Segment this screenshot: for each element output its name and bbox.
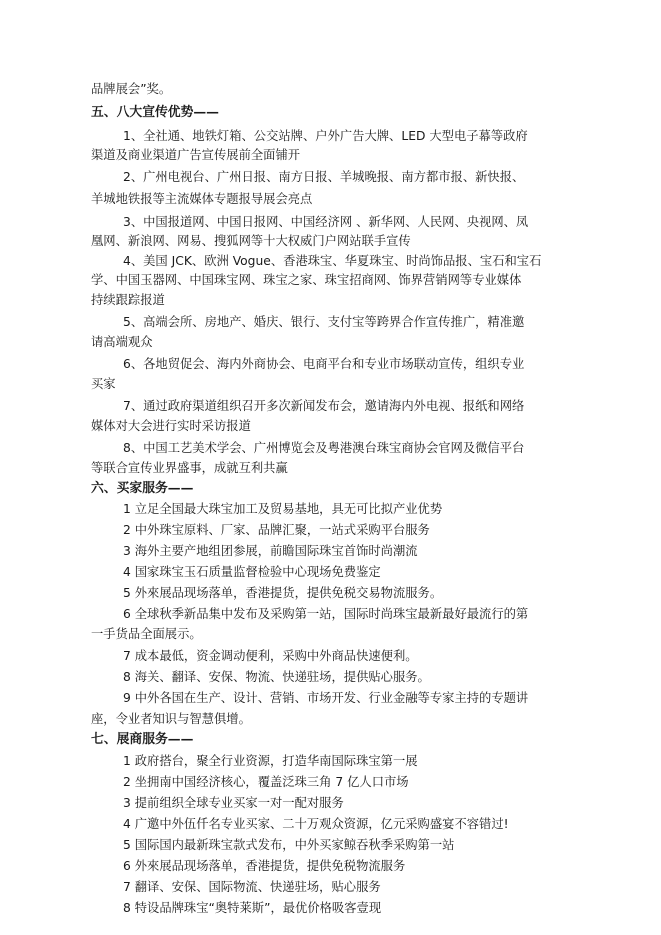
s5-item-8-line-2: 等联合宣传业界盛事，成就互利共赢: [91, 461, 288, 475]
s5-item-4-line-2: 学、中国玉器网、中国珠宝网、珠宝之家、珠宝招商网、饰界营销网等专业媒体: [91, 273, 522, 287]
s6-item-6-line-2: 一手货品全面展示。: [91, 627, 202, 641]
s5-item-6-line-2: 买家: [91, 377, 116, 391]
s5-item-2-line-1: 2、广州电视台、广州日报、南方日报、羊城晚报、南方都市报、新快报、: [123, 170, 525, 184]
s5-item-1-line-1: 1、全社通、地铁灯箱、公交站牌、户外广告大牌、LED 大型电子幕等政府: [123, 129, 528, 143]
s6-item-7: 7 成本最低，资金调动便利，采购中外商品快速便利。: [123, 649, 418, 663]
s6-item-9-line-1: 9 中外各国在生产、设计、营销、市场开发、行业金融等专家主持的专题讲: [123, 691, 529, 705]
s5-item-3-line-2: 凰网、新浪网、网易、搜狐网等十大权威门户网站联手宣传: [91, 234, 411, 248]
s6-item-5: 5 外來展品现场落单，香港提货，提供免税交易物流服务。: [123, 586, 443, 600]
s5-item-2-line-2: 羊城地铁报等主流媒体专题报导展会亮点: [91, 192, 313, 206]
s7-item-5: 5 国际国内最新珠宝款式发布，中外买家鲸吞秋季采购第一站: [123, 838, 455, 852]
s5-item-8-line-1: 8、中国工艺美术学会、广州博览会及粤港澳台珠宝商协会官网及微信平台: [123, 441, 525, 455]
s5-item-1-line-2: 渠道及商业渠道广告宣传展前全面铺开: [91, 148, 301, 162]
section-4-tail: 品牌展会”奖。: [91, 82, 172, 96]
s5-item-5-line-2: 请高端观众: [91, 335, 153, 349]
s6-item-4: 4 国家珠宝玉石质量监督检验中心现场免费鉴定: [123, 565, 381, 579]
s6-item-9-line-2: 座，令业者知识与智慧俱增。: [91, 712, 251, 726]
s5-item-4-line-1: 4、美国 JCK、欧洲 Vogue、香港珠宝、华夏珠宝、时尚饰品报、宝石和宝石: [123, 254, 542, 268]
section-5-heading: 五、八大宣传优势——: [91, 105, 219, 120]
s5-item-4-line-3: 持续跟踪报道: [91, 293, 165, 307]
s6-item-3: 3 海外主要产地组团参展，前瞻国际珠宝首饰时尚潮流: [123, 544, 418, 558]
s7-item-4: 4 广邀中外伍仟名专业买家、二十万观众资源，亿元采购盛宴不容错过!: [123, 817, 509, 831]
s7-item-2: 2 坐拥南中国经济核心，覆盖泛珠三角 7 亿人口市场: [123, 775, 409, 789]
s7-item-1: 1 政府搭台，聚全行业资源，打造华南国际珠宝第一展: [123, 754, 418, 768]
section-6-heading: 六、买家服务——: [91, 481, 194, 496]
s7-item-3: 3 提前组织全球专业买家一对一配对服务: [123, 796, 344, 810]
s7-item-7: 7 翻译、安保、国际物流、快递驻场，贴心服务: [123, 880, 381, 894]
s6-item-6-line-1: 6 全球秋季新品集中发布及采购第一站，国际时尚珠宝最新最好最流行的第: [123, 607, 529, 621]
s5-item-5-line-1: 5、高端会所、房地产、婚庆、银行、支付宝等跨界合作宣传推广，精准邀: [123, 315, 525, 329]
s6-item-1: 1 立足全国最大珠宝加工及贸易基地，具无可比拟产业优势: [123, 502, 443, 516]
s5-item-7-line-2: 媒体对大会进行实时采访报道: [91, 419, 251, 433]
s7-item-8: 8 特设品牌珠宝“奥特莱斯”，最优价格吸客壹现: [123, 901, 382, 915]
s5-item-6-line-1: 6、各地贸促会、海内外商协会、电商平台和专业市场联动宣传，组织专业: [123, 357, 525, 371]
s6-item-8: 8 海关、翻译、安保、物流、快递驻场，提供贴心服务。: [123, 670, 430, 684]
section-7-heading: 七、展商服务——: [91, 732, 194, 747]
s5-item-3-line-1: 3、中国报道网、中国日报网、中国经济网 、新华网、人民网、央视网、凤: [123, 215, 529, 229]
s6-item-2: 2 中外珠宝原料、厂家、品牌汇聚，一站式采购平台服务: [123, 523, 430, 537]
s7-item-6: 6 外來展品现场落单，香港提货，提供免税物流服务: [123, 859, 406, 873]
s5-item-7-line-1: 7、通过政府渠道组织召开多次新闻发布会，邀请海内外电视、报纸和网络: [123, 399, 525, 413]
